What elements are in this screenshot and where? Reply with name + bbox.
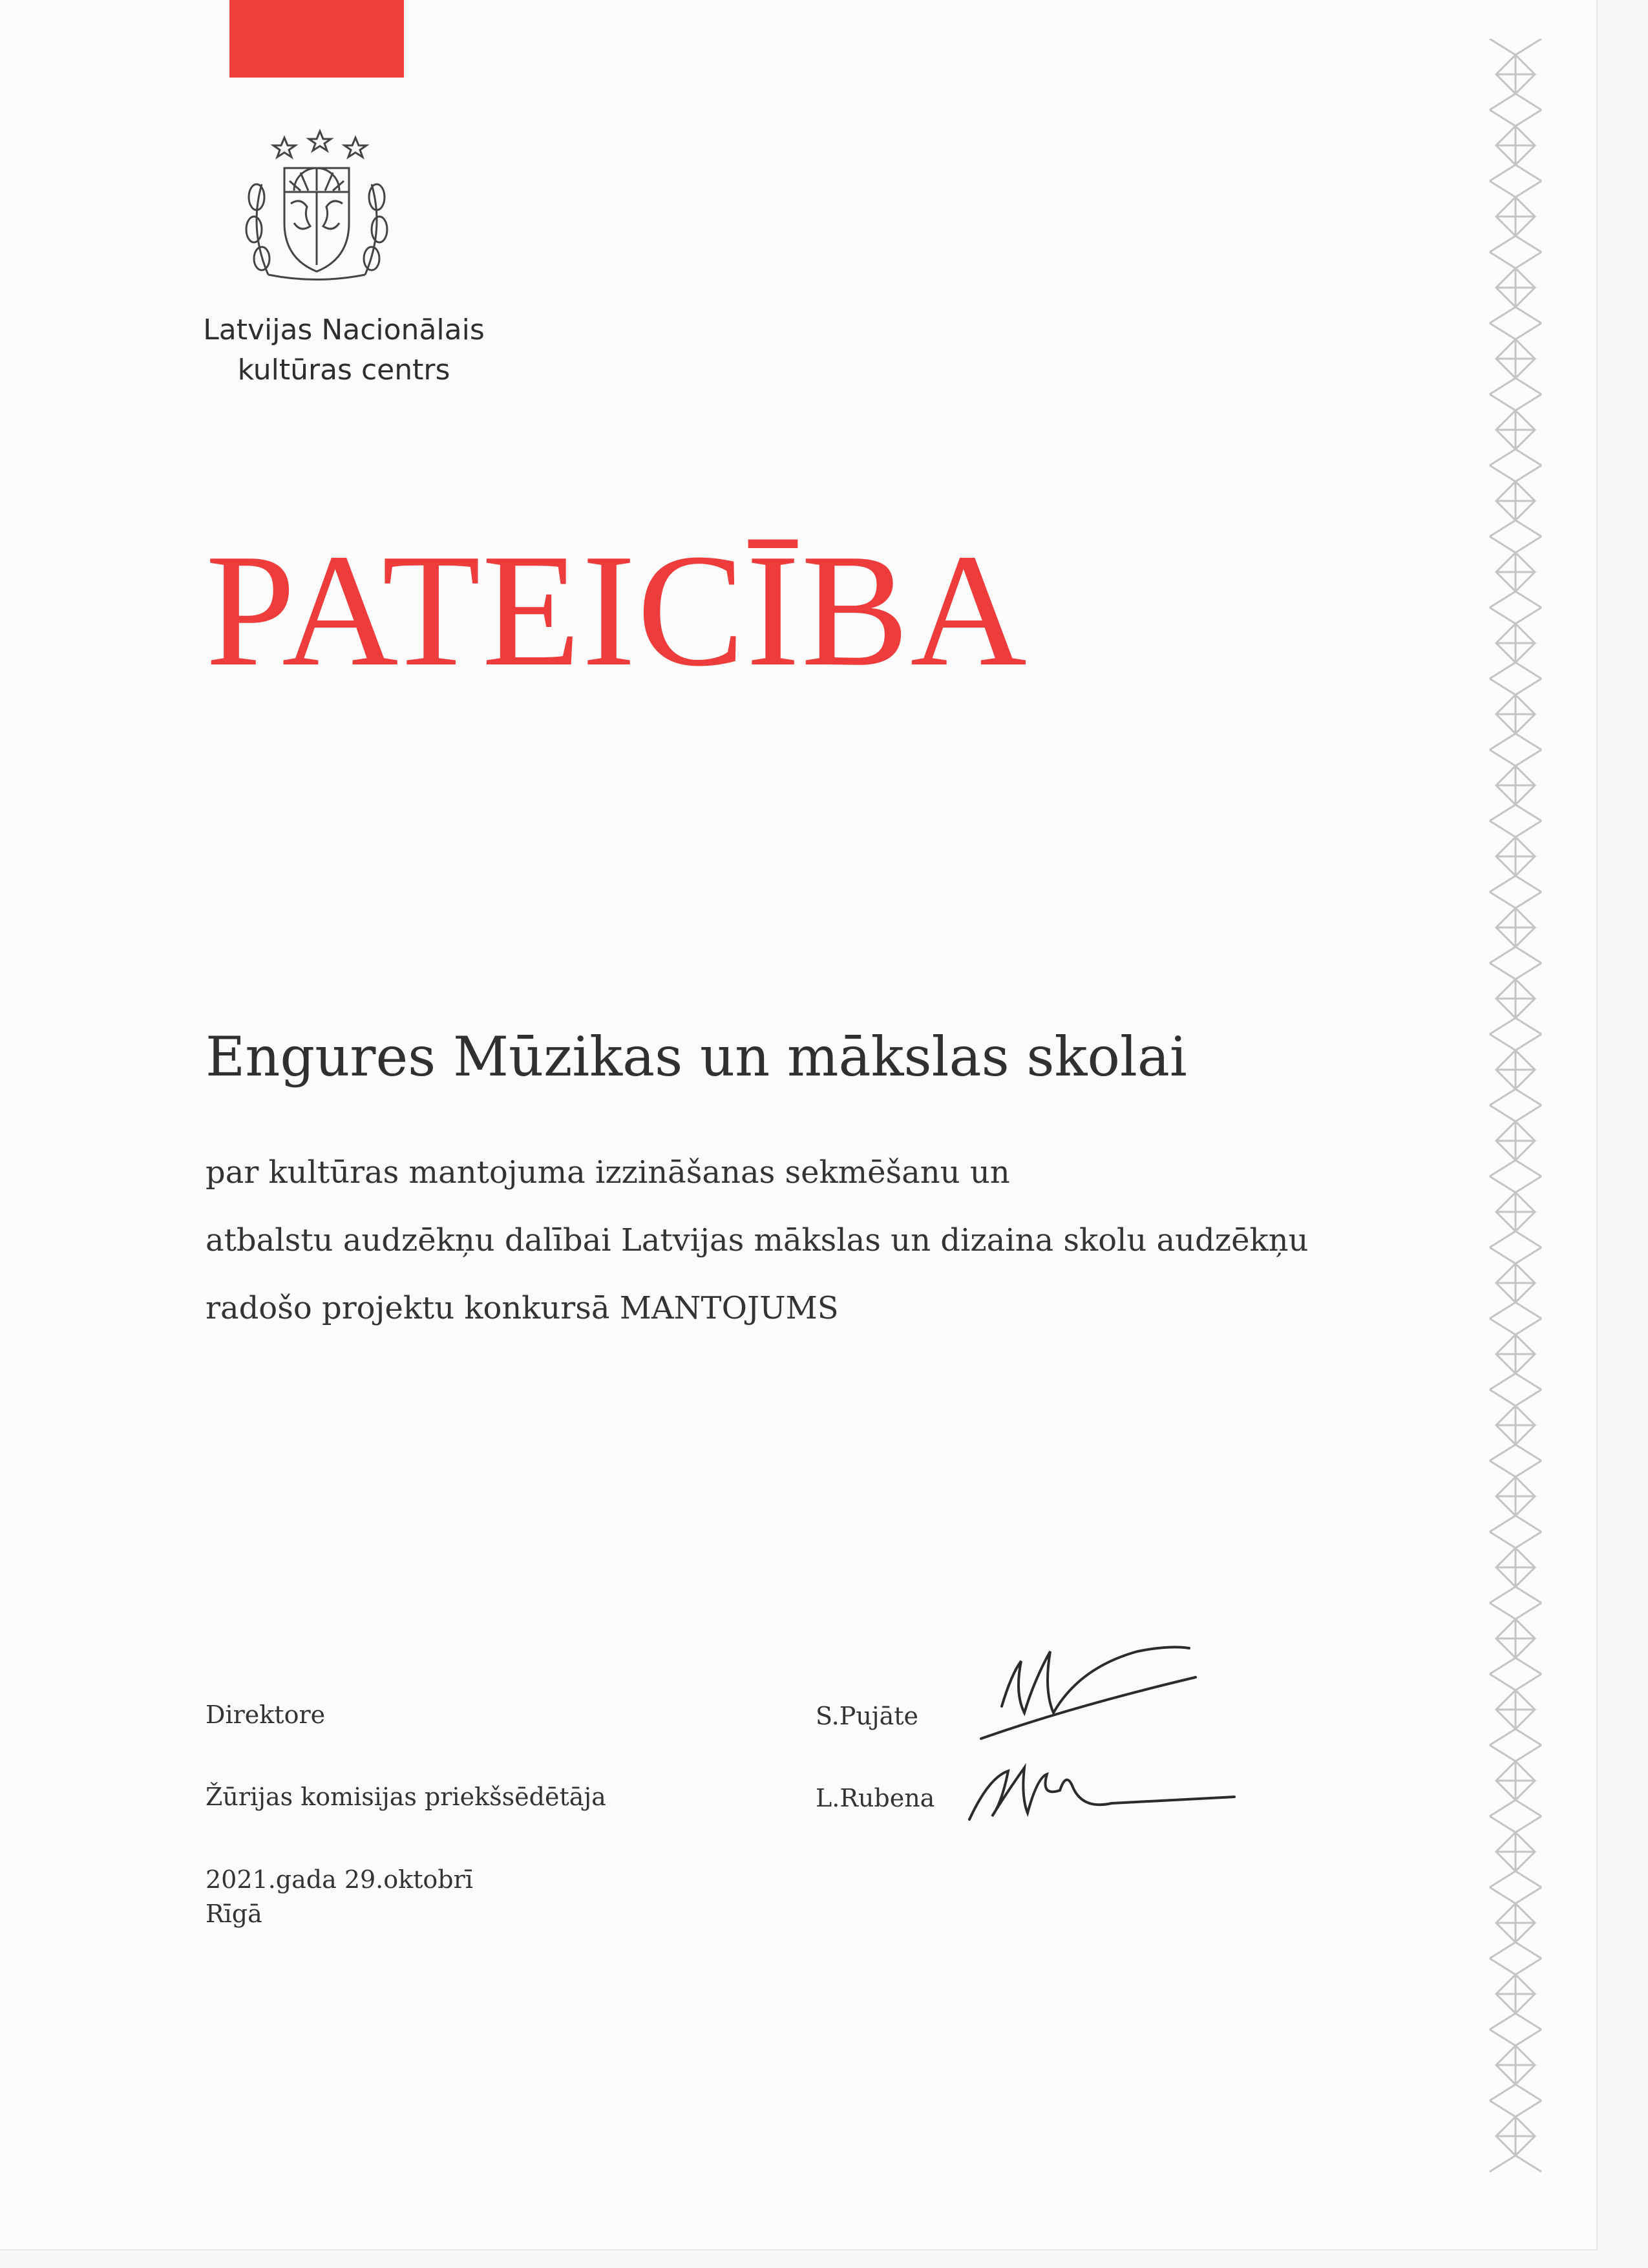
signer-role-director: Direktore	[206, 1701, 326, 1729]
organization-name-line1: Latvijas Nacionālais	[203, 313, 485, 346]
reason-line: par kultūras mantojuma izzināšanas sekmēšanu un	[206, 1154, 1010, 1191]
reason-line: radošo projektu konkursā MANTOJUMS	[206, 1290, 839, 1326]
latvian-ornament-border-icon	[1477, 39, 1554, 2198]
issue-place: Rīgā	[206, 1900, 262, 1928]
coat-of-arms-icon	[223, 120, 410, 288]
certificate-reason	[206, 1139, 1308, 1342]
issue-date: 2021.gada 29.oktobrī	[206, 1865, 473, 1894]
red-accent-tab	[229, 0, 404, 78]
reason-line: atbalstu audzēkņu dalībai Latvijas mākslas un dizaina skolu audzēkņu	[206, 1222, 1309, 1258]
handwritten-signature-director	[976, 1622, 1215, 1745]
signer-name-director: S.Pujāte	[816, 1702, 918, 1730]
organization-name-line2: kultūras centrs	[237, 354, 450, 387]
organization-name	[176, 310, 512, 390]
recipient-name: Engures Mūzikas un mākslas skolai	[206, 1025, 1187, 1088]
signer-role-jury-chair: Žūrijas komisijas priekšsēdētāja	[206, 1783, 606, 1811]
handwritten-signature-jury-chair	[963, 1752, 1241, 1829]
signer-name-jury-chair: L.Rubena	[816, 1784, 935, 1812]
certificate-title: PATEICĪBA	[206, 521, 1028, 700]
